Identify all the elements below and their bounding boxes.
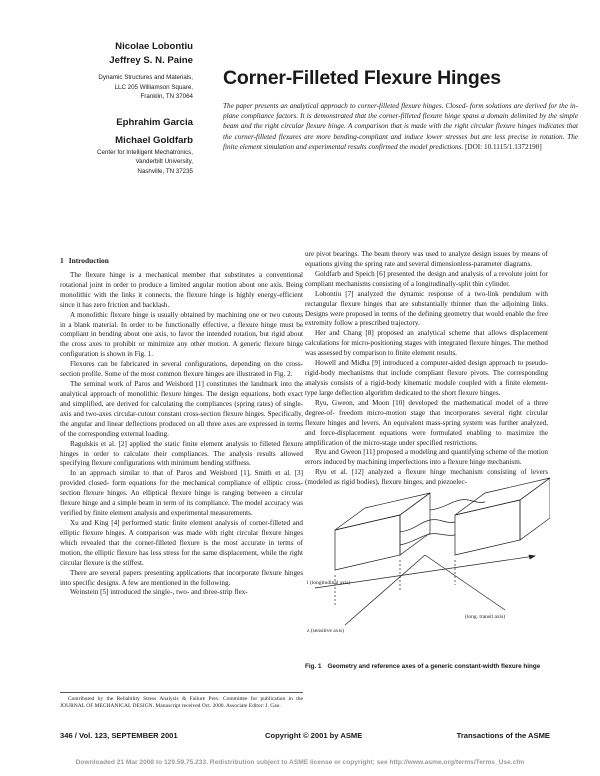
footnote: Contributed by the Reliability Stress Analysis & Failure Prev. Committee for publication in the JOURNAL OF MECHANICAL DESIGN. Manuscript received Oct. 2000. Associate Editor: J. Gao. <box>60 692 303 710</box>
section-heading: 1 Introduction <box>60 256 109 265</box>
axis-label-sensitive: z (sensitive axis) <box>307 628 344 634</box>
page-number-volume: 346 / Vol. 123, SEPTEMBER 2001 <box>60 731 178 740</box>
paragraph: Flexures can be fabricated in several configurations, depending on the cross-section profile. Some of the most common flexure hinges are illustrated in Fig. 2. <box>60 360 303 379</box>
journal-name: Transactions of the ASME <box>456 731 550 740</box>
download-notice: Downloaded 21 Mar 2008 to 129.59.75.233. Redistribution subject to ASME license or copyright; see http://www.asme.org/terms/Terms_Use.cfm <box>75 759 525 766</box>
doi-link[interactable]: [DOI: 10.1115/1.1372190] <box>465 142 542 151</box>
author-affiliation: Center for Intelligent Mechatronics, Vanderbilt University, Nashville, TN 37235 <box>97 148 193 175</box>
figure-caption: Fig. 1 Geometry and reference axes of a generic constant-width flexure hinge <box>305 663 541 670</box>
hinge-neck <box>400 520 455 532</box>
left-block-top <box>335 493 430 530</box>
left-block-side <box>400 493 430 555</box>
author-name: Jeffrey S. N. Paine <box>109 55 193 66</box>
paragraph: Ryu and Gweon [11] proposed a modeling and quantifying scheme of the motion errors induced by machining imperfections into a flexure hinge mechanism. <box>305 448 548 467</box>
sensitive-axis <box>345 555 425 625</box>
paragraph: Weinstein [5] introduced the single-, two- and three-strip flex- <box>70 588 248 597</box>
axis-label-transverse: (long. transit axis) <box>465 614 506 620</box>
paragraph: There are several papers presenting applications that incorporate flexure hinges into specific designs. A few are mentioned in the following. <box>60 568 303 587</box>
paragraph: A monolithic flexure hinge is usually obtained by machining one or two cutouts in a blank material. In order to be functionally effective, a flexure hinge must be compliant in bending about one axis, to favor the intended rotation, but rigid about the cross axes to prohibit or minimize any other motion. A generic flexure hinge configuration is shown in Fig. 1. <box>60 310 303 359</box>
body-column-right <box>305 250 548 488</box>
paragraph: The seminal work of Paros and Weisbord [1] constitutes the landmark into the analytical approach of monolithic flexure hinges. The design equations, both exact and simplified, are derived for calculating the compliances (spring rates) of single-axis and two-axes circular-cutout constant cross-section flexure hinges. Specifically, the angular and linear deflections produced on all three axes are expressed in terms of the corresponding external loading. <box>60 380 303 438</box>
author-name: Ephrahim Garcia <box>116 116 193 128</box>
author-name: Nicolae Lobontiu <box>115 41 193 52</box>
transverse-axis <box>425 555 505 610</box>
author-block <box>13 40 193 176</box>
right-block-top <box>455 478 550 515</box>
author-name: Michael Goldfarb <box>115 134 193 146</box>
paragraph: ure pivot bearings. The beam theory was used to analyze design issues by means of equations giving the spring rate and several dimensionless-parameter diagrams. <box>305 250 548 268</box>
paragraph: Ryu et al. [12] analyzed a flexure hinge mechanism consisting of levers (modeled as rigid bodies), flexure hinges, and piezoelec- <box>305 468 548 487</box>
paragraph: Lobontiu [7] analyzed the dynamic response of a two-link pendulum with rectangular flexure hinges that are substantially thinner than the adjoining links. Designs were proposed in terms of the defining geometry that would enable the free extremity follow a prescribed trajectory. <box>305 289 548 328</box>
figure-1-flexure-hinge-diagram <box>305 460 550 660</box>
paragraph: The flexure hinge is a mechanical member that substitutes a conventional rotational joint in order to produce a limited angular motion about one axis. Being monolithic with the links it connects, the flexure hinge is highly energy-efficient since it has zero friction and backlash. <box>60 270 303 309</box>
paragraph: Howell and Midha [9] introduced a computer-aided design approach to pseudo-rigid-body mechanisms that include compliant flexure pivots. The corresponding analysis consists of a rigid-body kinematic module coupled with a finite element-type large deflection algorithm dedicated to the short flexure hinges. <box>305 359 548 397</box>
axis-label-longitudinal: l (longitudinal axis) <box>307 580 351 586</box>
body-column-left <box>60 256 303 598</box>
copyright: Copyright © 2001 by ASME <box>265 731 363 740</box>
paragraph: Goldfarb and Speich [6] presented the design and analysis of a revolute joint for compliant mechanisms consisting of a longitudinally-split thin cylinder. <box>305 269 548 288</box>
abstract-text: The paper presents an analytical approach to corner-filleted flexure hinges. Closed- form solutions are derived for the in-plane compliance factors. It is demonstrated that the corner-filleted flexure hinge spans a domain delimited by the simple beam and the right circular flexure hinge. A comparison that is made with the right circular flexure hinges indicates that the corner-filleted flexures are more bending-compliant and induce lower stresses but are less precise in rotation. The finite element simulation and experimental results confirmed the model predictions. <box>223 102 578 151</box>
author-affiliation: Dynamic Structures and Materials, LLC 205 Williamson Square, Franklin, TN 37064 <box>98 74 193 100</box>
paragraph: Her and Chang [8] proposed an analytical scheme that allows displacement calculations for micro-positioning stages with integrated flexure hinges. The method was assessed by comparison to finite element results. <box>305 329 548 358</box>
paragraph: Ragulskis et al. [2] applied the static finite element analysis to filleted flexure hinges in order to calculate their compliances. The analysis results allowed specifying flexure configurations with minimum bending stiffness. <box>60 439 303 468</box>
abstract <box>223 101 578 152</box>
paragraph: Xu and King [4] performed static finite element analysis of corner-filleted and elliptic flexure hinges. A comparison was made with right circular flexure hinges which revealed that the corner-filleted flexure is the most accurate in terms of motion, the elliptic flexure has less stress for the same displacement, while the right circular flexure is the stiffest. <box>60 518 303 567</box>
paragraph: Ryu, Gweon, and Moon [10] developed the mathematical model of a three degree-of- freedom micro-motion stage that incorporates several right circular flexure hinges and levers. An equivalent mass-spring system was further analyzed, and force-displacement equations were formulated enabling to maximize the amplification of the micro-stage under specified restrictions. <box>305 398 548 447</box>
paragraph: In an approach similar to that of Paros and Weisbord [1], Smith et al. [3] provided closed- form equations for the mechanical compliance of elliptic cross-section flexure hinges. An elliptical flexure hinge is ranging between a circular flexure hinge and a simple beam in term of its compliance. The model accuracy was verified by finite element analysis and experimental measurements. <box>60 469 303 518</box>
axis-arrowhead <box>529 555 535 559</box>
hinge-neck <box>430 500 485 510</box>
paper-title: Corner-Filleted Flexure Hinges <box>223 67 501 89</box>
right-block-side <box>520 478 550 540</box>
